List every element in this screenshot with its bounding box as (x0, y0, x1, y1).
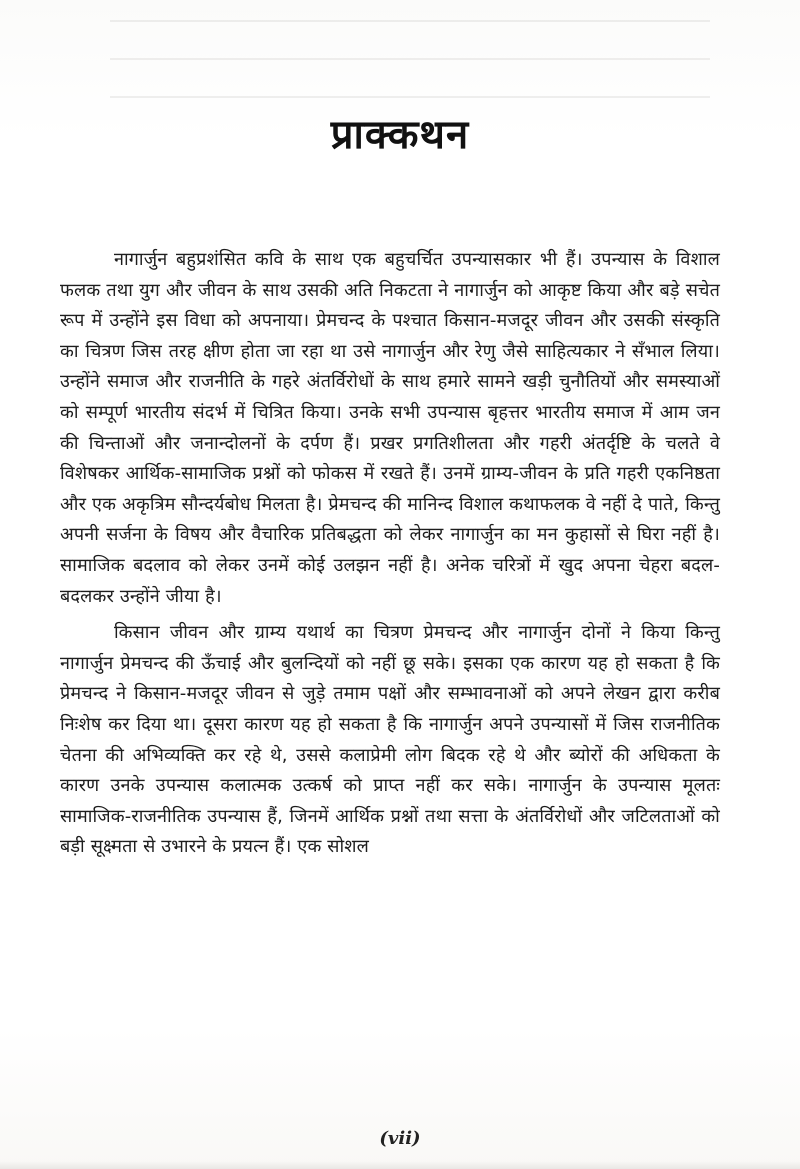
bleed-through-text (110, 0, 710, 115)
paragraph-2: किसान जीवन और ग्राम्य यथार्थ का चित्रण प्रेमचन्द और नागार्जुन दोनों ने किया किन्तु नागार्जुन प्रेमचन्द की ऊँचाई और बुलन्दियों को नहीं छू सके। इसका एक कारण यह हो सकता है कि प्रेमचन्द ने किसान-मजदूर जीवन से जुड़े तमाम पक्षों और सम्भावनाओं को अपने लेखन द्वारा करीब निःशेष कर दिया था। दूसरा कारण यह हो सकता है कि नागार्जुन अपने उपन्यासों में जिस राजनीतिक चेतना की अभिव्यक्ति कर रहे थे, उससे कलाप्रेमी लोग बिदक रहे थे और ब्योरों की अधिकता के कारण उनके उपन्यास कलात्मक उत्कर्ष को प्राप्त नहीं कर सके। नागार्जुन के उपन्यास मूलतः सामाजिक-राजनीतिक उपन्यास हैं, जिनमें आर्थिक प्रश्नों तथा सत्ता के अंतर्विरोधों और जटिलताओं को बड़ी सूक्ष्मता से उभारने के प्रयत्न हैं। एक सोशल (60, 622, 720, 858)
body-text (60, 245, 720, 863)
paragraph-1: नागार्जुन बहुप्रशंसित कवि के साथ एक बहुचर्चित उपन्यासकार भी हैं। उपन्यास के विशाल फलक तथा युग और जीवन के साथ उसकी अति निकटता ने नागार्जुन को आकृष्ट किया और बड़े सचेत रूप में उन्होंने इस विधा को अपनाया। प्रेमचन्द के पश्चात किसान-मजदूर जीवन और उसकी संस्कृति का चित्रण जिस तरह क्षीण होता जा रहा था उसे नागार्जुन और रेणु जैसे साहित्यकार ने सँभाल लिया। उन्होंने समाज और राजनीति के गहरे अंतर्विरोधों के साथ हमारे सामने खड़ी चुनौतियों और समस्याओं को सम्पूर्ण भारतीय संदर्भ में चित्रित किया। उनके सभी उपन्यास बृहत्तर भारतीय समाज में आम जन की चिन्ताओं और जनान्दोलनों के दर्पण हैं। प्रखर प्रगतिशीलता और गहरी अंतर्दृष्टि के चलते वे विशेषकर आर्थिक-सामाजिक प्रश्नों को फोकस में रखते हैं। उनमें ग्राम्य-जीवन के प्रति गहरी एकनिष्ठता और एक अकृत्रिम सौन्दर्यबोध मिलता है। प्रेमचन्द की मानिन्द विशाल कथाफलक वे नहीं दे पाते, किन्तु अपनी सर्जना के विषय और वैचारिक प्रतिबद्धता को लेकर नागार्जुन का मन कुहासों से घिरा नहीं है। सामाजिक बदलाव को लेकर उनमें कोई उलझन नहीं है। अनेक चरित्रों में खुद अपना चेहरा बदल-बदलकर उन्होंने जीया है। (60, 249, 720, 607)
page-edge-shadow (0, 1161, 800, 1169)
page-title: प्राक्कथन (330, 112, 470, 158)
page-number: (vii) (379, 1128, 421, 1149)
